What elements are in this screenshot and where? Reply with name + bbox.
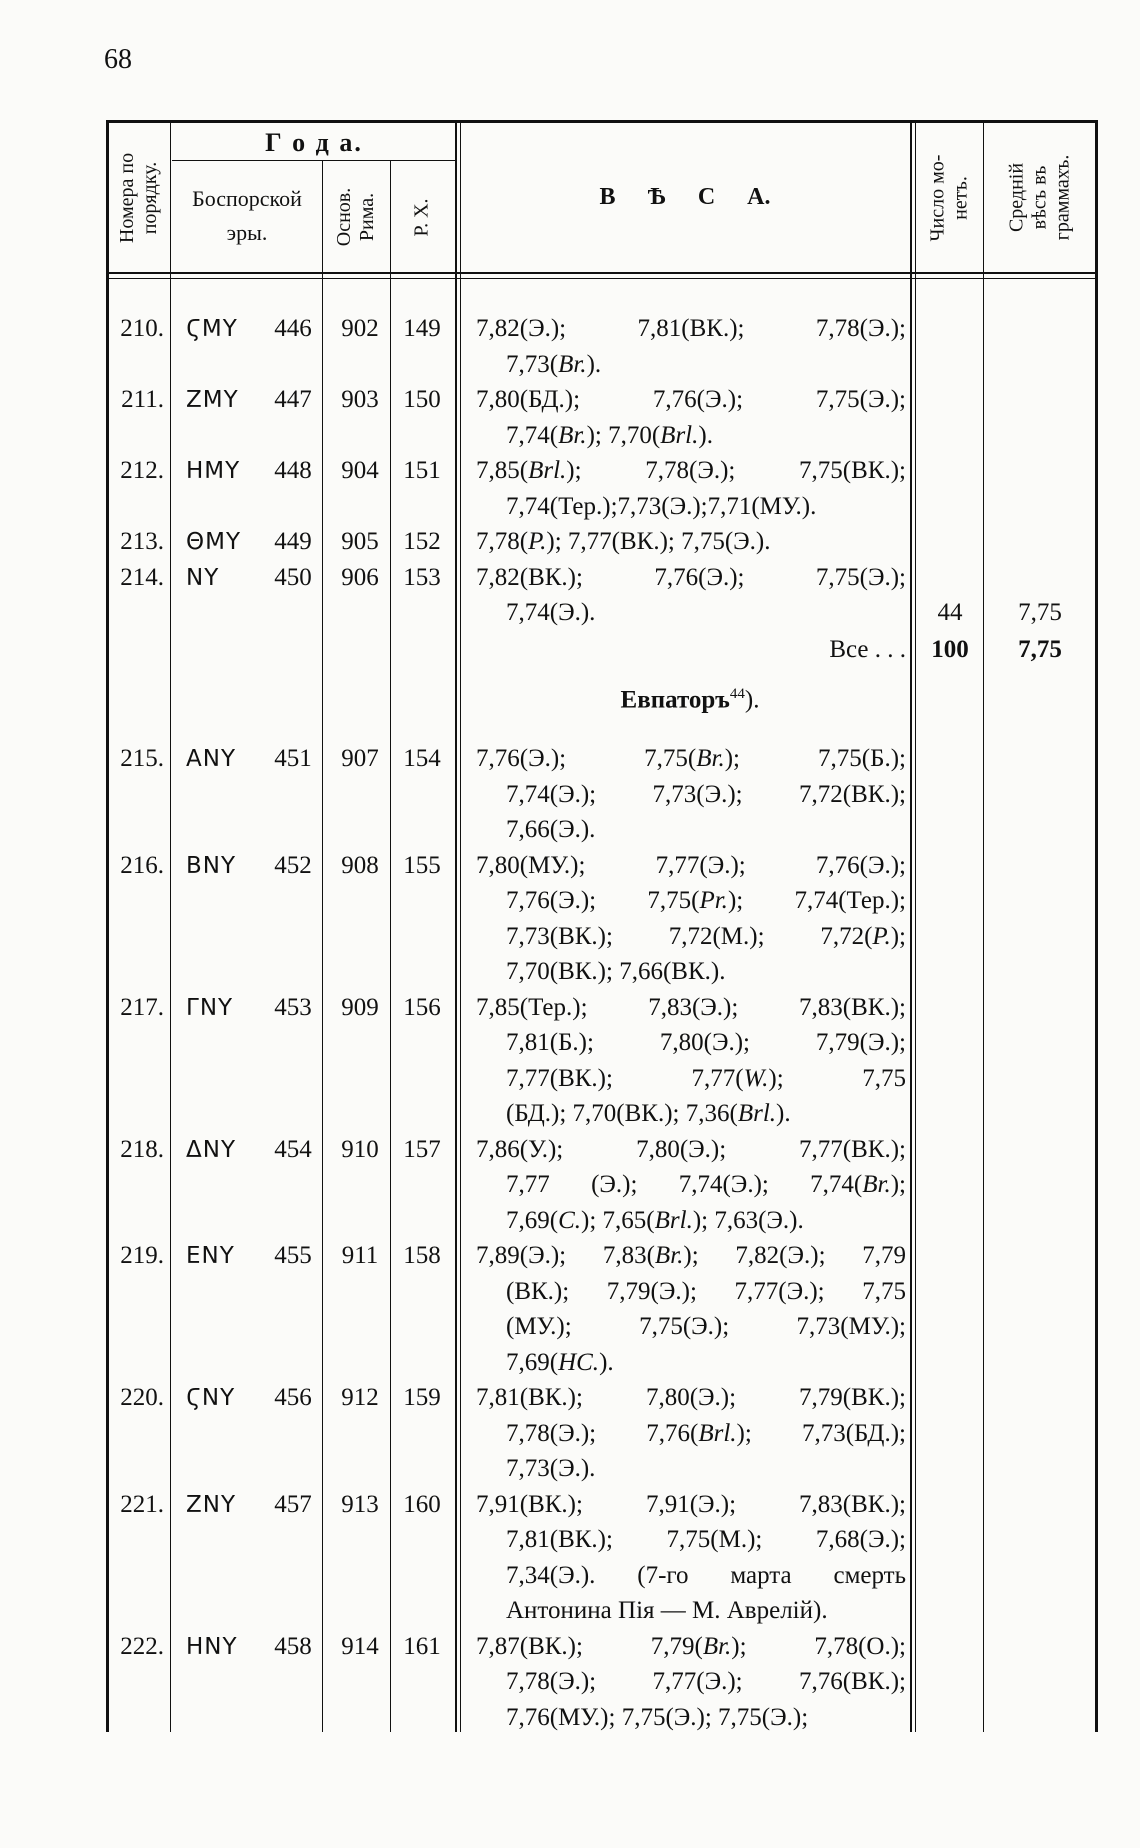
col-divider-ad-a <box>455 120 457 1732</box>
row-number: 212. <box>120 457 164 484</box>
row-greek-letters: ΕΝΥ <box>186 1243 235 1269</box>
row-number: 211. <box>121 386 164 413</box>
row-weights-line: 7,78(Э.); 7,76(Brl.); 7,73(БД.); <box>506 1419 906 1447</box>
section-title: Евпаторъ$^{44}$). <box>620 686 760 714</box>
row-greek-letters: ΖΜΥ <box>186 387 239 413</box>
row-bosporan-year: 458 <box>274 1632 312 1660</box>
row-rome-year: 905 <box>341 528 379 555</box>
years-group-rule <box>172 160 456 161</box>
row-rome-year: 906 <box>341 563 379 591</box>
row-greek-letters: ΔΝΥ <box>186 1136 236 1163</box>
row-weights-line: 7,80(БД.); 7,76(Э.); 7,75(Э.); <box>476 386 906 413</box>
row-number: 216. <box>120 851 164 879</box>
row-weights-line: 7,81(ВК.); 7,80(Э.); 7,79(ВК.); <box>476 1384 906 1411</box>
row-number: 213. <box>120 528 164 555</box>
row-ad-year: 153 <box>403 563 441 591</box>
row-weights-line: 7,82(Э.); 7,81(ВК.); 7,78(Э.); <box>476 315 906 342</box>
row-bosporan-year: 452 <box>274 851 312 879</box>
header-christ: Р. Х. <box>410 197 433 237</box>
row-greek-letters: ϚΜΥ <box>186 316 238 342</box>
row-bosporan-year: 450 <box>274 563 312 591</box>
row-bosporan-year: 453 <box>274 993 312 1021</box>
row-number: 215. <box>120 745 164 772</box>
col-divider-count <box>983 120 984 1732</box>
row-weights-line: 7,74(Э.); 7,73(Э.); 7,72(ВК.); <box>506 780 906 808</box>
row-rome-year: 904 <box>341 457 379 484</box>
header-row-number: Номера по порядку. <box>116 152 162 243</box>
row-rome-year: 903 <box>341 386 379 413</box>
row-weights-line: 7,91(ВК.); 7,91(Э.); 7,83(ВК.); <box>476 1490 906 1518</box>
row-bosporan-year: 455 <box>274 1242 312 1269</box>
row-number: 219. <box>120 1242 164 1269</box>
row-greek-letters: ΒΝΥ <box>186 852 237 879</box>
row-weights-line: 7,73(Э.). <box>506 1455 596 1482</box>
row-number: 214. <box>120 563 164 591</box>
row-bosporan-year: 448 <box>274 457 312 484</box>
row-ad-year: 151 <box>403 457 441 484</box>
row-rome-year: 908 <box>341 851 379 879</box>
row-ad-year: 158 <box>403 1242 441 1269</box>
row-weights-line: 7,74(Тер.);7,73(Э.);7,71(МУ.). <box>506 492 817 520</box>
row-weights-line: 7,82(ВК.); 7,76(Э.); 7,75(Э.); <box>476 563 906 591</box>
row-weights-line: Антонина Пія — М. Аврелій). <box>506 1597 828 1624</box>
total-avg: 7,75 <box>1018 636 1062 663</box>
row-weights-line: 7,78(P.); 7,77(ВК.); 7,75(Э.). <box>476 528 771 555</box>
row-bosporan-year: 449 <box>274 528 312 555</box>
header-rome-founding: Основ. Рима. <box>333 187 378 247</box>
row-weights-line: 7,81(ВК.); 7,75(М.); 7,68(Э.); <box>506 1526 906 1553</box>
row-weights-line: 7,74(Э.). <box>506 599 596 626</box>
row-weights-line: 7,85(Тер.); 7,83(Э.); 7,83(ВК.); <box>476 993 906 1021</box>
row-number: 210. <box>120 315 164 342</box>
row-weights-line: (МУ.); 7,75(Э.); 7,73(МУ.); <box>506 1313 906 1340</box>
row-rome-year: 914 <box>341 1632 379 1660</box>
header-years-group: Г о д а. <box>265 128 363 157</box>
col-divider-rome <box>390 160 391 1732</box>
col-divider-ad-b <box>460 120 461 1732</box>
row-weights-line: 7,78(Э.); 7,77(Э.); 7,76(ВК.); <box>506 1668 906 1695</box>
row-ad-year: 161 <box>403 1632 441 1660</box>
row-number: 218. <box>120 1135 164 1163</box>
row-ad-year: 154 <box>403 745 441 772</box>
row-weights-line: (ВК.); 7,79(Э.); 7,77(Э.); 7,75 <box>506 1277 906 1305</box>
row-weights-line: 7,73(ВК.); 7,72(М.); 7,72(P.); <box>506 922 906 950</box>
row-weights-line: 7,80(МУ.); 7,77(Э.); 7,76(Э.); <box>476 851 906 879</box>
row-weights-line: 7,87(ВК.); 7,79(Br.); 7,78(О.); <box>476 1632 906 1660</box>
row-weights-line: 7,76(Э.); 7,75(Pr.); 7,74(Тер.); <box>506 887 906 914</box>
row-ad-year: 152 <box>403 528 441 555</box>
row-weights-line: 7,77(ВК.); 7,77(W.); 7,75 <box>506 1064 906 1092</box>
row-bosporan-year: 446 <box>274 315 312 342</box>
header-avg-weight: Средній вѣсъ въ граммахъ. <box>1005 154 1073 241</box>
row-weights-line: 7,34(Э.). (7-го марта смерть <box>506 1561 906 1589</box>
row-number: 222. <box>120 1632 164 1660</box>
row-rome-year: 913 <box>341 1490 379 1518</box>
header-coin-count: Число мо- нетъ. <box>926 154 972 241</box>
row-ad-year: 155 <box>403 851 441 879</box>
total-label: Все . . . <box>829 636 906 663</box>
row-coin-count: 44 <box>937 599 963 626</box>
row-bosporan-year: 457 <box>274 1490 312 1518</box>
row-number: 221. <box>120 1490 164 1518</box>
row-weights-line: 7,69(HC.). <box>506 1348 614 1376</box>
row-ad-year: 149 <box>403 315 441 342</box>
row-weights-line: 7,74(Br.); 7,70(Brl.). <box>506 421 713 449</box>
row-ad-year: 157 <box>403 1135 441 1163</box>
row-number: 217. <box>120 993 164 1021</box>
row-rome-year: 907 <box>341 745 379 772</box>
row-weights-line: 7,70(ВК.); 7,66(ВК.). <box>506 958 726 985</box>
row-bosporan-year: 451 <box>274 745 312 772</box>
row-ad-year: 159 <box>403 1384 441 1411</box>
row-weights-line: 7,89(Э.); 7,83(Br.); 7,82(Э.); 7,79 <box>476 1242 906 1269</box>
row-greek-letters: ΖΝΥ <box>186 1491 237 1518</box>
row-ad-year: 150 <box>403 386 441 413</box>
row-greek-letters: ΝΥ <box>186 564 220 591</box>
row-weights-line: 7,73(Br.). <box>506 350 602 378</box>
row-weights-line: 7,76(Э.); 7,75(Br.); 7,75(Б.); <box>476 745 906 772</box>
row-bosporan-year: 456 <box>274 1384 312 1411</box>
row-weights-line: 7,76(МУ.); 7,75(Э.); 7,75(Э.); <box>506 1703 809 1731</box>
col-divider-number <box>170 120 171 1732</box>
header-bottom-rule <box>106 272 1098 274</box>
row-number: 220. <box>120 1384 164 1411</box>
row-greek-letters: ΓΝΥ <box>186 994 234 1021</box>
row-weights-line: 7,81(Б.); 7,80(Э.); 7,79(Э.); <box>506 1029 906 1056</box>
row-bosporan-year: 454 <box>274 1135 312 1163</box>
col-divider-weights-a <box>910 120 912 1732</box>
header-weights: В Ѣ С А. <box>599 184 771 210</box>
row-rome-year: 912 <box>341 1384 379 1411</box>
row-rome-year: 902 <box>341 315 379 342</box>
row-rome-year: 911 <box>341 1242 379 1269</box>
row-ad-year: 156 <box>403 993 441 1021</box>
row-weights-line: 7,85(Brl.); 7,78(Э.); 7,75(ВК.); <box>476 457 906 484</box>
col-divider-era <box>322 160 323 1732</box>
header-bosporan-era: Боспорской эры. <box>192 186 302 246</box>
total-count: 100 <box>931 636 969 663</box>
row-weights-line: 7,69(C.); 7,65(Brl.); 7,63(Э.). <box>506 1206 804 1234</box>
row-weights-line: 7,86(У.); 7,80(Э.); 7,77(ВК.); <box>476 1135 906 1163</box>
row-greek-letters: ΘΜΥ <box>186 529 241 555</box>
row-ad-year: 160 <box>403 1490 441 1518</box>
row-weights-line: 7,66(Э.). <box>506 816 596 843</box>
row-avg-weight: 7,75 <box>1018 599 1062 626</box>
row-greek-letters: ΗΝΥ <box>186 1633 238 1660</box>
page-number: 68 <box>104 44 132 75</box>
row-weights-line: (БД.); 7,70(ВК.); 7,36(Brl.). <box>506 1100 791 1127</box>
row-bosporan-year: 447 <box>274 386 312 413</box>
row-greek-letters: ΗΜΥ <box>186 458 241 484</box>
table-right-border <box>1095 120 1098 1732</box>
table-left-border <box>106 120 109 1732</box>
row-rome-year: 910 <box>341 1135 379 1163</box>
row-weights-line: 7,77 (Э.); 7,74(Э.); 7,74(Br.); <box>506 1171 906 1198</box>
header-bottom-rule-2 <box>106 278 1098 279</box>
row-greek-letters: ΑΝΥ <box>186 746 236 772</box>
row-rome-year: 909 <box>341 993 379 1021</box>
col-divider-weights-b <box>915 120 916 1732</box>
row-greek-letters: ϚΝΥ <box>186 1385 236 1411</box>
